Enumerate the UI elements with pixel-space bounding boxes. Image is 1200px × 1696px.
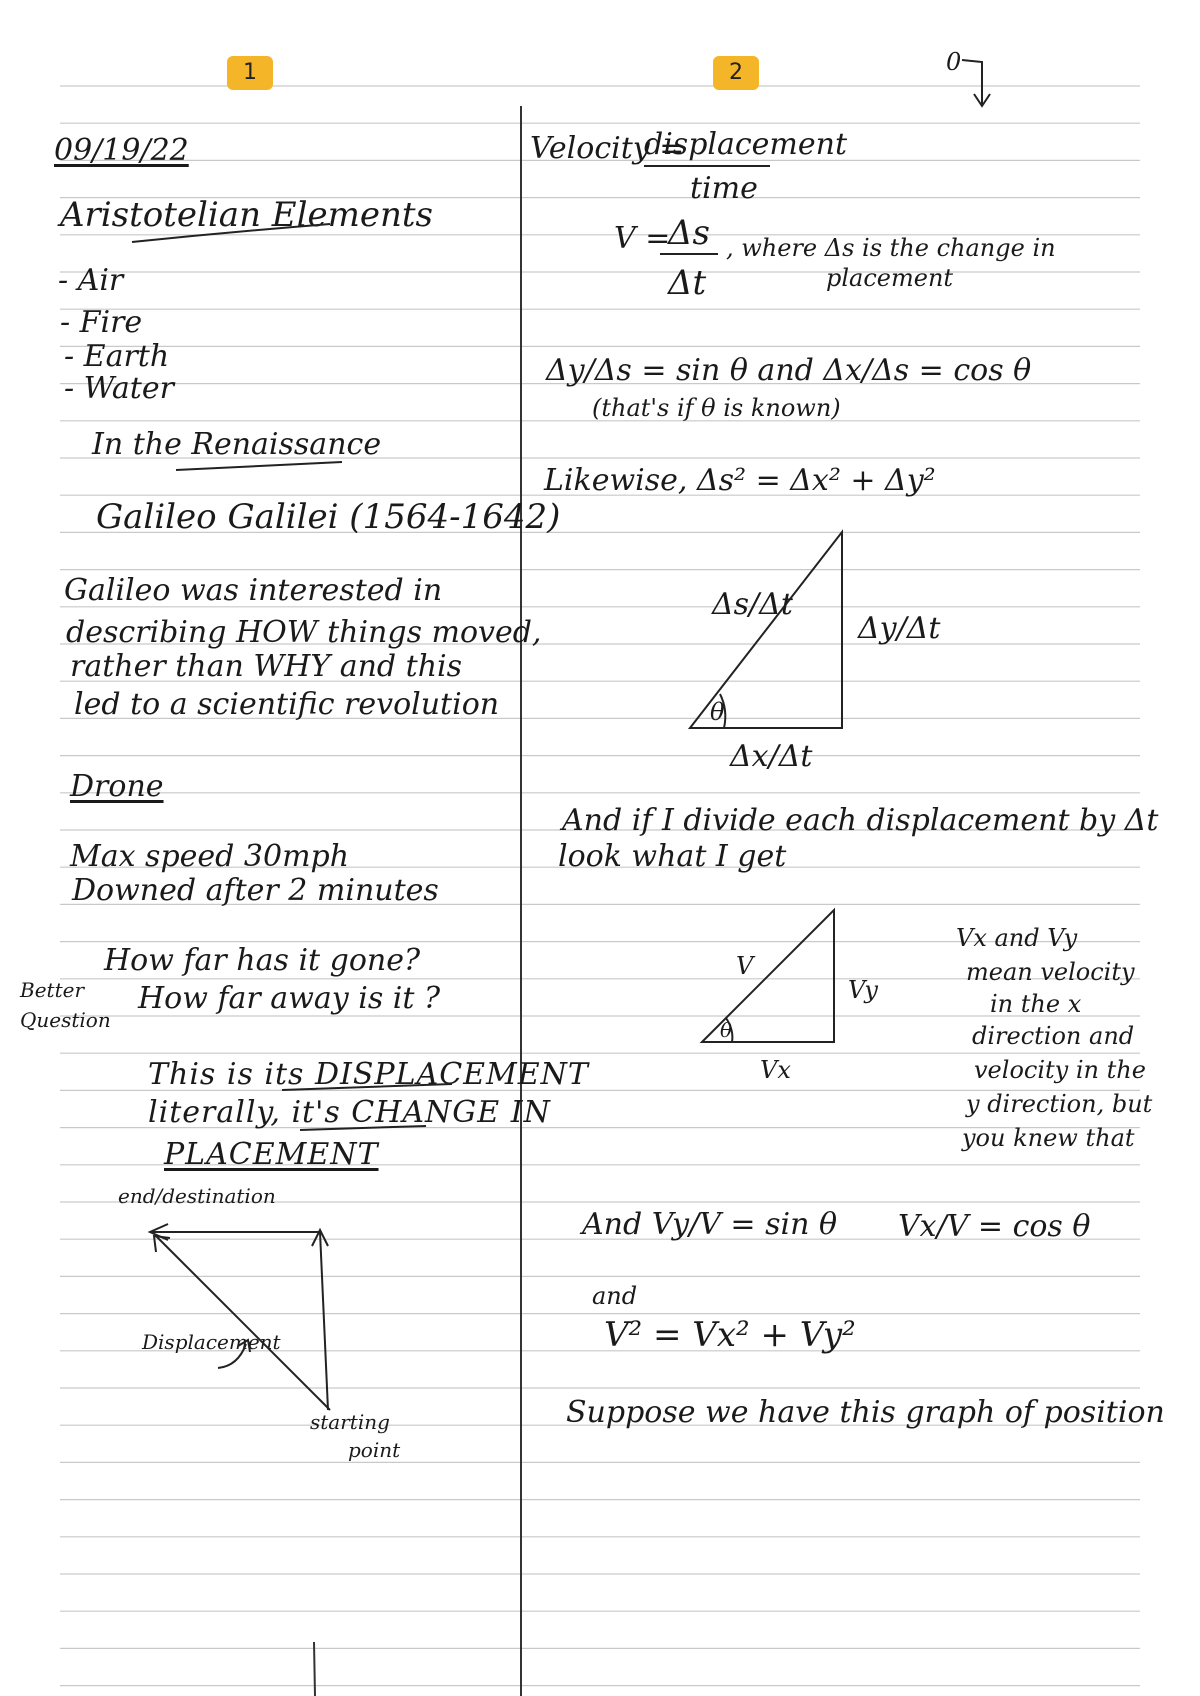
v-squared-equation: V² = Vx² + Vy² bbox=[604, 1315, 856, 1355]
list-item: - Earth bbox=[64, 339, 170, 374]
page-tab-1[interactable]: 1 bbox=[227, 56, 273, 90]
corner-symbol: 0 bbox=[946, 48, 962, 76]
side-note-line: direction and bbox=[972, 1022, 1135, 1050]
paragraph-line: rather than WHY and this bbox=[70, 649, 463, 684]
triangle-2-vert-label: Vy bbox=[848, 976, 878, 1004]
velocity-denominator: time bbox=[690, 171, 758, 206]
side-note-line: velocity in the bbox=[974, 1056, 1146, 1084]
displacement-arrow-label: Displacement bbox=[142, 1330, 281, 1354]
side-note-line: y direction, but bbox=[966, 1090, 1153, 1118]
triangle-2-hyp-label: V bbox=[736, 952, 754, 980]
side-note-line: you knew that bbox=[962, 1124, 1135, 1152]
list-item: - Air bbox=[58, 263, 124, 298]
paragraph-line: describing HOW things moved, bbox=[66, 615, 542, 650]
equation-sin: And Vy/V = sin θ bbox=[582, 1207, 838, 1242]
paragraph-line: led to a scientific revolution bbox=[74, 687, 500, 722]
sin-cos-note: (that's if θ is known) bbox=[592, 394, 841, 422]
v-eq-numerator: Δs bbox=[668, 213, 711, 253]
question-how-far-away: How far away is it ? bbox=[138, 981, 441, 1016]
end-destination-label: end/destination bbox=[118, 1184, 276, 1208]
divide-line-1: And if I divide each displacement by Δt bbox=[562, 803, 1159, 838]
starting-label: starting bbox=[310, 1410, 390, 1434]
date: 09/19/22 bbox=[54, 133, 189, 168]
v-eq-lhs: V = bbox=[614, 221, 671, 256]
heading-aristotelian: Aristotelian Elements bbox=[60, 195, 433, 235]
displacement-line-2: literally, it's CHANGE IN bbox=[148, 1095, 551, 1130]
likewise-equation: Likewise, Δs² = Δx² + Δy² bbox=[544, 463, 936, 498]
point-label: point bbox=[348, 1438, 401, 1462]
list-item: - Water bbox=[64, 371, 174, 406]
triangle-1-base-label: Δx/Δt bbox=[730, 739, 813, 774]
velocity-lhs: Velocity = bbox=[530, 131, 685, 166]
displacement-line-1: This is its DISPLACEMENT bbox=[148, 1057, 589, 1092]
suppose-line: Suppose we have this graph of position bbox=[566, 1395, 1165, 1430]
side-note-line: in the x bbox=[990, 990, 1082, 1018]
question-label: Question bbox=[20, 1008, 111, 1032]
galileo-line: Galileo Galilei (1564-1642) bbox=[96, 497, 561, 537]
side-note-line: mean velocity bbox=[966, 958, 1135, 986]
renaissance-line: In the Renaissance bbox=[92, 427, 382, 462]
v-eq-denominator: Δt bbox=[668, 263, 707, 303]
drone-heading: Drone bbox=[70, 769, 164, 804]
triangle-2-angle: θ bbox=[720, 1018, 733, 1042]
equation-cos: Vx/V = cos θ bbox=[898, 1209, 1091, 1244]
side-note-line: Vx and Vy bbox=[956, 924, 1078, 952]
v-eq-note-2: placement bbox=[826, 264, 954, 292]
question-how-far-gone: How far has it gone? bbox=[104, 943, 421, 978]
triangle-1-angle: θ bbox=[710, 698, 725, 726]
displacement-line-3: PLACEMENT bbox=[164, 1137, 379, 1172]
paragraph-line: Galileo was interested in bbox=[64, 573, 443, 608]
and-label: and bbox=[592, 1282, 638, 1310]
list-item: - Fire bbox=[60, 305, 143, 340]
better-label: Better bbox=[20, 978, 85, 1002]
drone-line: Downed after 2 minutes bbox=[72, 873, 439, 908]
velocity-numerator: displacement bbox=[644, 127, 848, 162]
sin-cos-equation: Δy/Δs = sin θ and Δx/Δs = cos θ bbox=[546, 353, 1032, 388]
drone-line: Max speed 30mph bbox=[70, 839, 350, 874]
triangle-2-base-label: Vx bbox=[760, 1056, 791, 1084]
triangle-1-vert-label: Δy/Δt bbox=[858, 611, 941, 646]
triangle-1-hyp-label: Δs/Δt bbox=[712, 587, 793, 622]
page-tab-2[interactable]: 2 bbox=[713, 56, 759, 90]
v-eq-note: , where Δs is the change in bbox=[726, 234, 1056, 262]
divide-line-2: look what I get bbox=[558, 839, 787, 874]
